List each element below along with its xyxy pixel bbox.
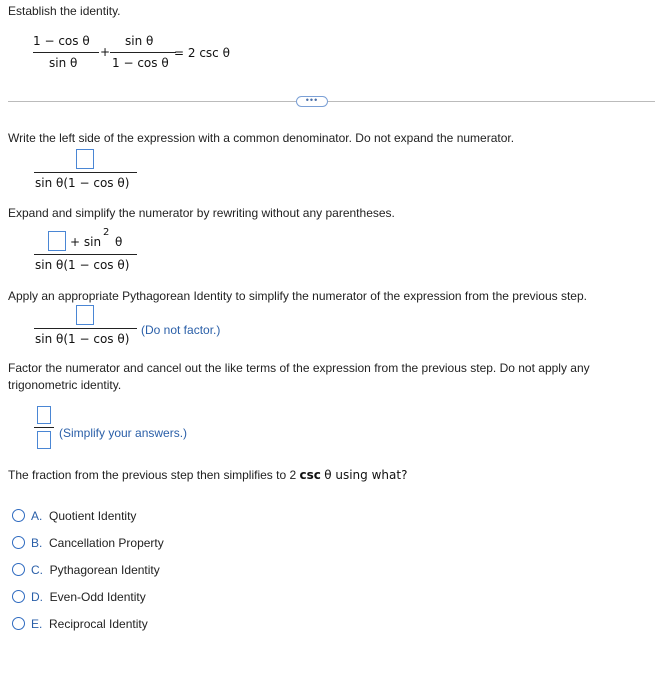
- step1-numerator-input[interactable]: [76, 149, 94, 169]
- plus-sign: +: [100, 45, 111, 59]
- step2-theta: θ: [115, 235, 123, 249]
- step4-numerator-input[interactable]: [37, 406, 51, 424]
- option-c-radio[interactable]: [12, 563, 25, 576]
- fraction1-bar: [33, 52, 99, 53]
- step2-numerator-input[interactable]: [48, 231, 66, 251]
- step1-fraction-bar: [34, 172, 137, 173]
- fraction1-numerator: 1 − cos θ: [33, 34, 90, 48]
- step1-instruction: Write the left side of the expression with a common denominator. Do not expand the numerator.: [8, 131, 515, 145]
- step3-denominator: sin θ(1 − cos θ): [35, 332, 130, 346]
- option-e-letter: E.: [31, 617, 43, 631]
- step2-numerator-sin: + sin: [70, 235, 102, 249]
- option-b-radio[interactable]: [12, 536, 25, 549]
- step4-instruction-line1: Factor the numerator and cancel out the like terms of the expression from the previous step. Do not apply any: [8, 361, 590, 375]
- step2-fraction-bar: [34, 254, 137, 255]
- step4-denominator-input[interactable]: [37, 431, 51, 449]
- step3-numerator-input[interactable]: [76, 305, 94, 325]
- section-divider: [8, 101, 655, 102]
- step3-fraction-bar: [34, 328, 137, 329]
- fraction2-numerator: sin θ: [125, 34, 154, 48]
- option-c-label: Pythagorean Identity: [49, 563, 160, 577]
- step3-hint: (Do not factor.): [141, 323, 221, 337]
- option-a-radio[interactable]: [12, 509, 25, 522]
- option-b-letter: B.: [31, 536, 43, 550]
- step4-instruction-line2: trigonometric identity.: [8, 378, 122, 392]
- step2-exponent: 2: [103, 227, 110, 238]
- step4-hint: (Simplify your answers.): [59, 426, 188, 440]
- option-d-letter: D.: [31, 590, 43, 604]
- fraction1-denominator: sin θ: [49, 56, 78, 70]
- step3-instruction: Apply an appropriate Pythagorean Identity to simplify the numerator of the expression from the previous step.: [8, 289, 587, 303]
- question-text: [8, 468, 407, 482]
- step2-denominator: sin θ(1 − cos θ): [35, 258, 130, 272]
- identity-rhs: = 2 csc θ: [174, 46, 230, 60]
- option-d-radio[interactable]: [12, 590, 25, 603]
- fraction2-bar: [110, 52, 176, 53]
- question-csc: csc: [299, 468, 321, 482]
- option-c-letter: C.: [31, 563, 43, 577]
- step4-fraction-bar: [34, 427, 54, 428]
- step1-denominator: sin θ(1 − cos θ): [35, 176, 130, 190]
- option-e-label: Reciprocal Identity: [49, 617, 148, 631]
- step2-instruction: Expand and simplify the numerator by rewriting without any parentheses.: [8, 206, 395, 220]
- more-options-button[interactable]: •••: [296, 96, 328, 107]
- option-d-label: Even-Odd Identity: [49, 590, 146, 604]
- option-a-label: Quotient Identity: [49, 509, 137, 523]
- fraction2-denominator: 1 − cos θ: [112, 56, 169, 70]
- option-b-label: Cancellation Property: [49, 536, 164, 550]
- option-a-letter: A.: [31, 509, 43, 523]
- instruction-text: Establish the identity.: [8, 4, 121, 18]
- question-suffix: θ using what?: [324, 468, 408, 482]
- option-e-radio[interactable]: [12, 617, 25, 630]
- question-prefix: The fraction from the previous step then simplifies to 2: [8, 468, 297, 482]
